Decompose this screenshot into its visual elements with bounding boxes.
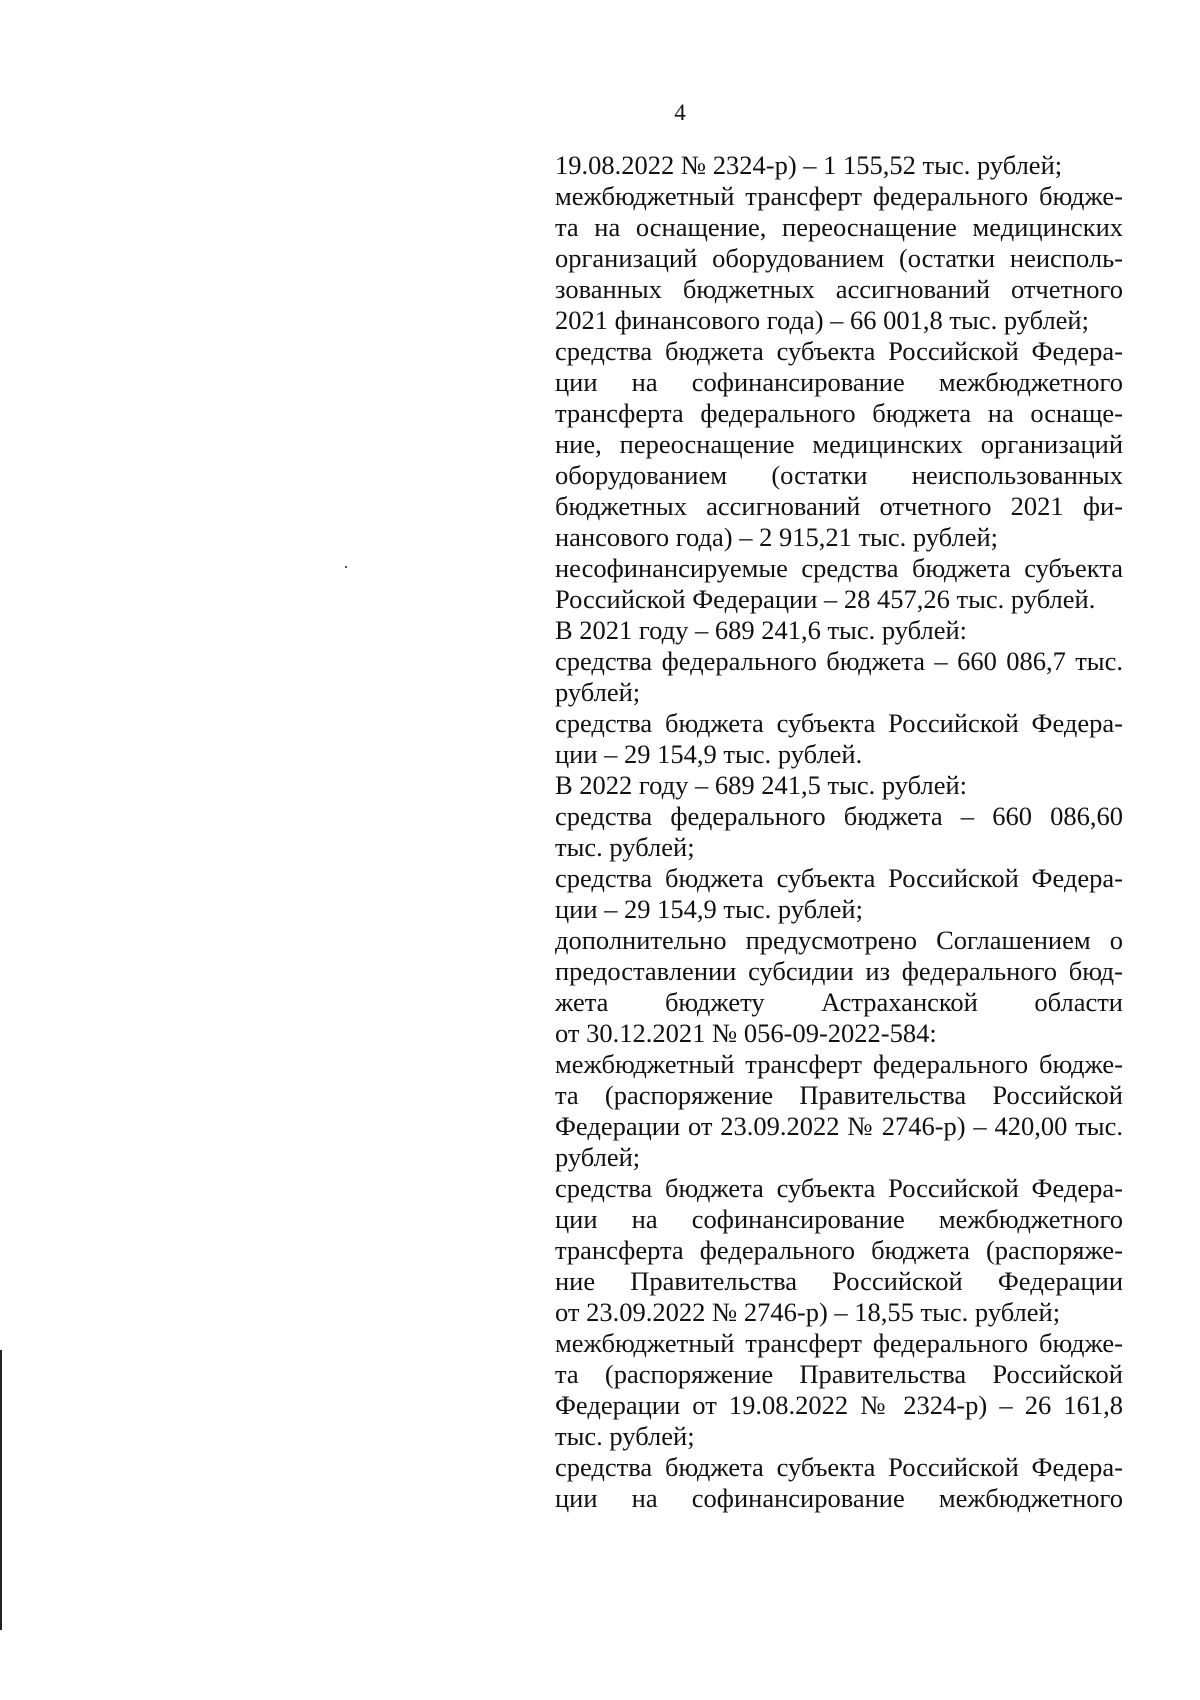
scan-speck [345, 566, 347, 568]
text-line: средства бюджета субъекта Российской Федера- [555, 863, 1123, 893]
text-line: дополнительно предусмотрено Соглашением о [555, 925, 1123, 955]
text-line: межбюджетный трансферт федерального бюдже- [555, 1328, 1123, 1358]
text-line: ции на софинансирование межбюджетного [555, 1204, 1123, 1234]
text-line: оборудованием (остатки неиспользованных [555, 460, 1123, 490]
text-line: межбюджетный трансферт федерального бюдже- [555, 181, 1123, 211]
text-line: В 2022 году – 689 241,5 тыс. рублей: [555, 770, 968, 800]
text-line: Российской Федерации – 28 457,26 тыс. рублей. [555, 584, 1096, 614]
text-line: бюджетных ассигнований отчетного 2021 фи- [555, 491, 1123, 521]
text-line: от 23.09.2022 № 2746-р) – 18,55 тыс. рублей; [555, 1297, 1061, 1327]
text-line: ции – 29 154,9 тыс. рублей; [555, 894, 863, 924]
text-line: средства бюджета субъекта Российской Федера- [555, 336, 1123, 366]
text-line: ции на софинансирование межбюджетного [555, 367, 1123, 397]
text-line: та на оснащение, переоснащение медицинских [555, 212, 1123, 242]
text-line: средства бюджета субъекта Российской Федера- [555, 1173, 1123, 1203]
page-number: 4 [674, 100, 686, 125]
text-line: рублей; [555, 677, 641, 707]
text-line: тыс. рублей; [555, 832, 695, 862]
text-line: жета бюджету Астраханской области [555, 987, 1123, 1017]
text-line: 19.08.2022 № 2324-р) – 1 155,52 тыс. рублей; [555, 150, 1063, 180]
text-line: средства федерального бюджета – 660 086,60 [555, 801, 1123, 831]
text-line: зованных бюджетных ассигнований отчетного [555, 274, 1123, 304]
text-line: несофинансируемые средства бюджета субъекта [555, 553, 1123, 583]
text-line: рублей; [555, 1142, 641, 1172]
text-line: средства федерального бюджета – 660 086,7 тыс. [555, 646, 1123, 676]
scan-edge-line [0, 1350, 2, 1630]
text-line: нансового года) – 2 915,21 тыс. рублей; [555, 522, 998, 552]
text-line: та (распоряжение Правительства Российской [555, 1359, 1123, 1389]
text-line: от 30.12.2021 № 056-09-2022-584: [555, 1018, 937, 1048]
document-text-column [555, 150, 1123, 1514]
text-line: 2021 финансового года) – 66 001,8 тыс. рублей; [555, 305, 1089, 335]
text-line: та (распоряжение Правительства Российской [555, 1080, 1123, 1110]
text-line: межбюджетный трансферт федерального бюдже- [555, 1049, 1123, 1079]
text-line: тыс. рублей; [555, 1421, 695, 1451]
text-line: средства бюджета субъекта Российской Федера- [555, 1452, 1123, 1482]
text-line: ции – 29 154,9 тыс. рублей. [555, 739, 863, 769]
text-line: средства бюджета субъекта Российской Федера- [555, 708, 1123, 738]
text-line: предоставлении субсидии из федерального бюд- [555, 956, 1123, 986]
text-line: ние, переоснащение медицинских организаций [555, 429, 1123, 459]
text-line: ции на софинансирование межбюджетного [555, 1483, 1123, 1513]
text-line: трансферта федерального бюджета на оснаще- [555, 398, 1123, 428]
text-line: В 2021 году – 689 241,6 тыс. рублей: [555, 615, 968, 645]
text-line: трансферта федерального бюджета (распоряже- [555, 1235, 1123, 1265]
text-line: Федерации от 19.08.2022 № 2324-р) – 26 161,8 [555, 1390, 1123, 1420]
text-line: организаций оборудованием (остатки неисполь- [555, 243, 1123, 273]
text-line: ние Правительства Российской Федерации [555, 1266, 1123, 1296]
text-line: Федерации от 23.09.2022 № 2746-р) – 420,00 тыс. [555, 1111, 1123, 1141]
